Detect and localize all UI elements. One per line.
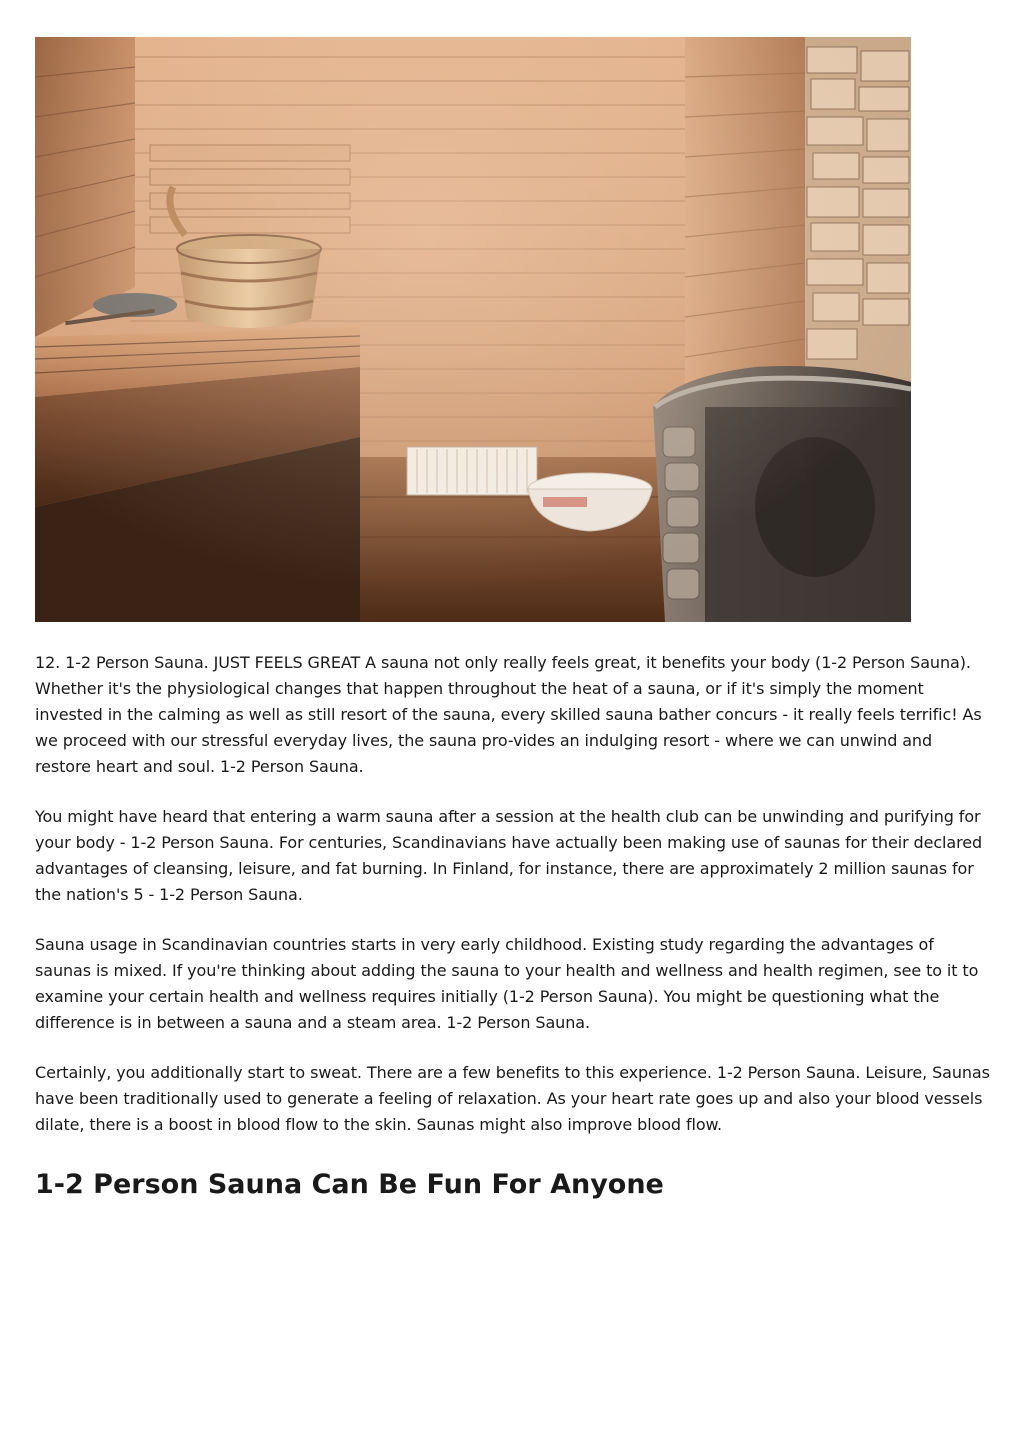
sauna-interior-photo bbox=[35, 37, 911, 622]
page-content bbox=[35, 37, 991, 1202]
article-paragraph-2: You might have heard that entering a warm sauna after a session at the health club can be unwinding and purifying for your body - 1-2 Person Sauna. For centuries, Scandinavians have actually been making use of saunas for their declared advantages of cleansing, leisure, and fat burning. In Finland, for instance, there are approximately 2 million saunas for the nation's 5 - 1-2 Person Sauna. bbox=[35, 807, 983, 904]
article-paragraph-3: Sauna usage in Scandinavian countries starts in very early childhood. Existing study regarding the advantages of saunas is mixed. If you're thinking about adding the sauna to your health and wellness and health regimen, see to it to examine your certain health and wellness requires initially (1-2 Person Sauna). You might be questioning what the difference is in between a sauna and a steam area. 1-2 Person Sauna. bbox=[35, 935, 979, 1032]
article-paragraph-4: Certainly, you additionally start to sweat. There are a few benefits to this experience. 1-2 Person Sauna. Leisure, Saunas have been traditionally used to generate a feeling of relaxation. As your heart rate goes up and also your blood vessels dilate, there is a boost in blood flow to the skin. Saunas might also improve blood flow. bbox=[35, 1063, 990, 1134]
section-heading: 1-2 Person Sauna Can Be Fun For Anyone bbox=[35, 1169, 664, 1200]
article-paragraph-1: 12. 1-2 Person Sauna. JUST FEELS GREAT A sauna not only really feels great, it benefits your body (1-2 Person Sauna). Whether it's the physiological changes that happen throughout the heat of a sauna, or if it's simply the moment invested in the calming as well as still resort of the sauna, every skilled sauna bather concurs - it really feels terrific! As we proceed with our stressful everyday lives, the sauna pro-vides an indulging resort - where we can unwind and restore heart and soul. 1-2 Person Sauna. bbox=[35, 653, 982, 776]
